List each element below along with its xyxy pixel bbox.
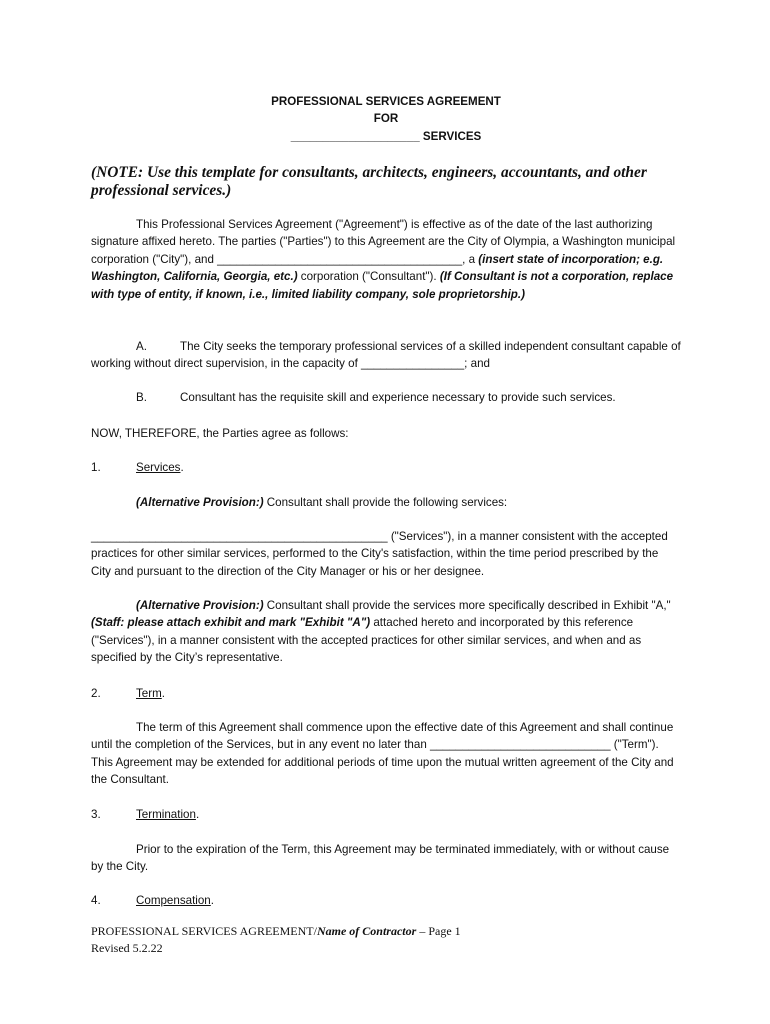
footer-contractor: Name of Contractor bbox=[316, 924, 417, 938]
footer-revised: Revised 5.2.22 bbox=[91, 941, 163, 955]
section-4-heading bbox=[91, 892, 681, 909]
section-4-period: . bbox=[210, 894, 214, 907]
alt-provision-1 bbox=[91, 494, 681, 511]
alt-provision-1-text: Consultant shall provide the following services: bbox=[263, 496, 508, 509]
recital-a-label: A. bbox=[136, 340, 147, 353]
entity-type-note: (If Consultant is not a corporation, replace with type of entity, if known, i.e., limited liability company, sole proprietorship.) bbox=[91, 270, 674, 301]
template-note: (NOTE: Use this template for consultants, architects, engineers, accountants, and other professional services.) bbox=[91, 164, 647, 199]
section-4-number: 4. bbox=[91, 894, 101, 907]
recital-b-text: Consultant has the requisite skill and experience necessary to provide such services. bbox=[180, 391, 616, 404]
alt-provision-2-text-2: attached hereto and incorporated by this reference ("Services"), in a manner consistent with the accepted practices for other similar services, and when and as specified by the City’s representative. bbox=[91, 616, 642, 665]
alt-provision-2-label: (Alternative Provision:) bbox=[136, 599, 264, 612]
section-3-period: . bbox=[195, 808, 200, 821]
section-3-number: 3. bbox=[91, 808, 101, 821]
section-3-title: Termination bbox=[136, 808, 196, 821]
termination-text: Prior to the expiration of the Term, this Agreement may be terminated immediately, with or without cause by the City. bbox=[91, 843, 670, 874]
term-text: The term of this Agreement shall commence upon the effective date of this Agreement and shall continue until the completion of the Services, but in any event no later than ____________________________ ("Term"). This Agreement may be extended for additional periods of time upon the mutual written agreement of the City and the Consultant. bbox=[91, 721, 674, 787]
intro-text-1: This Professional Services Agreement ("Agreement") is effective as of the date of the last authorizing signature affixed hereto. The parties ("Parties") to this Agreement are the City of Olympia, a Washington municipal corporation ("City"), and ______________________________________, a bbox=[91, 218, 676, 266]
intro-text-2: corporation ("Consultant"). bbox=[297, 270, 440, 284]
section-2-title: Term bbox=[136, 687, 162, 700]
insert-state-note: (insert state of incorporation; e.g. Washington, California, Georgia, etc.) bbox=[91, 252, 664, 284]
alt-provision-1-label: (Alternative Provision:) bbox=[136, 496, 264, 509]
intro-paragraph bbox=[91, 216, 681, 303]
term-paragraph bbox=[91, 719, 681, 789]
section-1-title: Services bbox=[136, 461, 181, 474]
alt-provision-2 bbox=[91, 597, 681, 667]
section-4-title: Compensation bbox=[136, 894, 211, 907]
recital-b bbox=[91, 389, 681, 406]
section-2-heading bbox=[91, 685, 681, 702]
title-line-2: FOR bbox=[373, 112, 399, 125]
title-line-1: PROFESSIONAL SERVICES AGREEMENT bbox=[271, 95, 501, 108]
services-paragraph: ______________________________________________ ("Services"), in a manner consistent with the accepted practices for other similar services, performed to the City's satisfaction, within the time period prescribed by the City and pursuant to the direction of the City Manager or his or her designee. bbox=[91, 530, 668, 578]
recital-a bbox=[91, 338, 681, 373]
recital-b-label: B. bbox=[136, 391, 147, 404]
alt-provision-2-text-1: Consultant shall provide the services more specifically described in Exhibit "A," bbox=[263, 599, 671, 612]
section-1-period: . bbox=[180, 461, 184, 474]
section-1-number: 1. bbox=[91, 461, 101, 474]
page-footer bbox=[91, 923, 691, 939]
footer-left: PROFESSIONAL SERVICES AGREEMENT/ bbox=[91, 924, 317, 938]
footer-page: – Page 1 bbox=[416, 924, 461, 938]
staff-exhibit-note: (Staff: please attach exhibit and mark "Exhibit "A") bbox=[91, 616, 371, 630]
recital-a-text: The City seeks the temporary professional services of a skilled independent consultant capable of working without direct supervision, in the capacity of ________________; and bbox=[91, 340, 681, 371]
termination-paragraph bbox=[91, 841, 681, 876]
section-1-heading bbox=[91, 459, 681, 476]
now-therefore: NOW, THEREFORE, the Parties agree as follows: bbox=[91, 427, 349, 440]
section-2-number: 2. bbox=[91, 687, 101, 700]
section-3-heading bbox=[91, 806, 681, 823]
section-2-period: . bbox=[161, 687, 165, 700]
title-line-3: ____________________ SERVICES bbox=[290, 130, 482, 143]
